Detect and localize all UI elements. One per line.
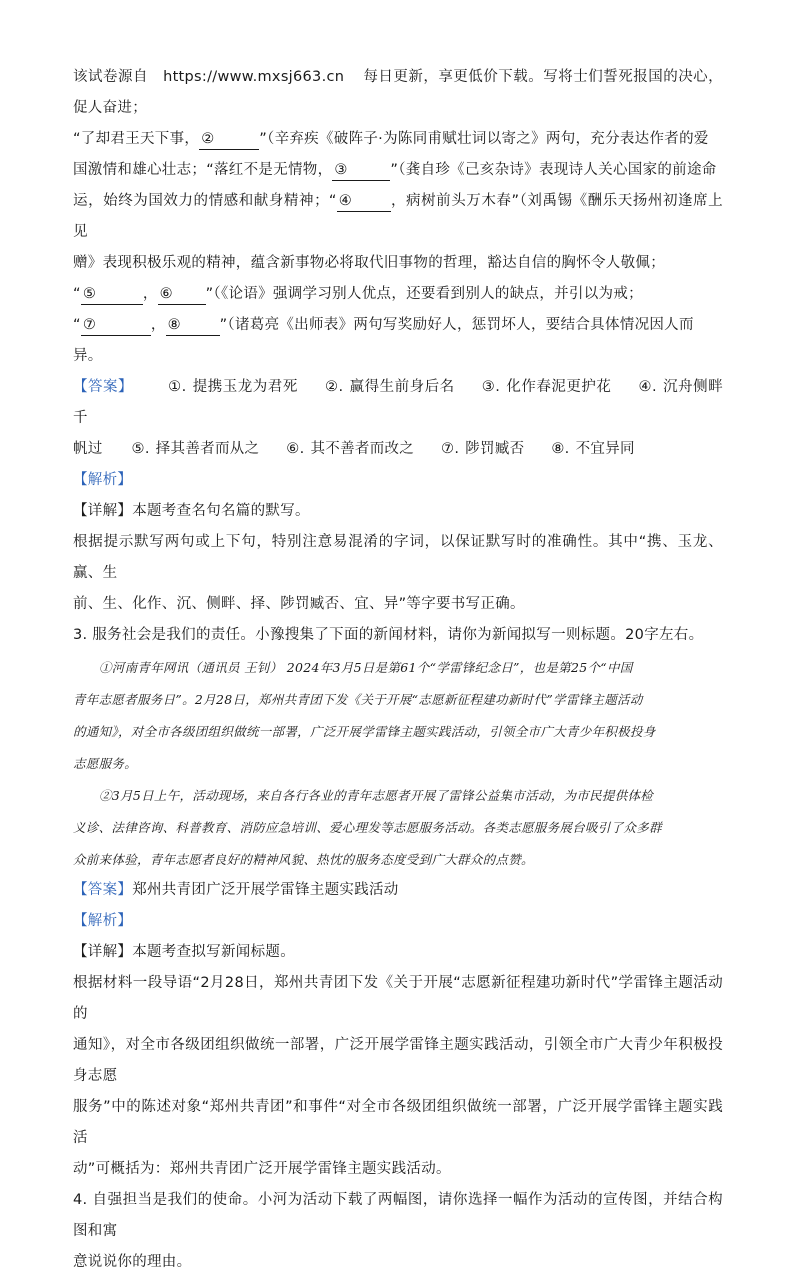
answer-tag: 【答案】 <box>73 882 133 898</box>
question-4-stem: 4. 自强担当是我们的使命。小河为活动下载了两幅图，请你选择一幅作为活动的宣传图，并结合构图和寓 <box>73 1192 723 1239</box>
question-3-stem: 3. 服务社会是我们的责任。小豫搜集了下面的新闻材料，请你为新闻拟写一则标题。20字左右。 <box>73 627 704 643</box>
answer-line <box>73 372 723 434</box>
poem-text: 运，始终为国效力的情感和献身精神；“ <box>73 193 337 209</box>
poem-text: ”（龚自珍《己亥杂诗》表现诗人关心国家的前途命 <box>390 162 717 178</box>
material-paragraph: 志愿服务。 <box>73 756 138 771</box>
poem-text: ， <box>150 317 166 333</box>
poem-text: “了却君王天下事， <box>73 131 200 147</box>
material-paragraph: ①河南青年网讯（通讯员 王钊） 2024年3月5日是第61个“学雷锋纪念日”，也是第25个“中国 <box>99 660 633 675</box>
answer-number: ④. <box>638 379 657 395</box>
poem-text: “ <box>73 286 81 302</box>
question-4-stem: 意说说你的理由。 <box>73 1254 192 1270</box>
material-paragraph: ②3月5日上午，活动现场，来自各行各业的青年志愿者开展了雷锋公益集市活动，为市民提供体检 <box>99 788 654 803</box>
blank-7: ⑦ <box>81 315 151 336</box>
poem-line <box>73 310 723 341</box>
document-body <box>73 62 723 1278</box>
answer-number: ①. <box>168 379 187 395</box>
answer-text: 帆过 <box>73 441 103 457</box>
analysis-text: 根据提示默写两句或上下句，特别注意易混淆的字词，以保证默写时的准确性。其中“携、玉龙、赢、生 <box>73 534 723 581</box>
answer-text: 郑州共青团广泛开展学雷锋主题实践活动 <box>132 882 399 898</box>
source-label: 该试卷源自 <box>73 69 148 85</box>
blank-8: ⑧ <box>166 315 220 336</box>
poem-text: ”（辛弃疾《破阵子·为陈同甫赋壮词以寄之》两句，充分表达作者的爱 <box>259 131 709 147</box>
detail-heading: 【详解】本题考查拟写新闻标题。 <box>73 944 295 960</box>
material-paragraph: 义诊、法律咨询、科普教育、消防应急培训、爱心理发等志愿服务活动。各类志愿服务展台吸引了众多群 <box>73 820 662 835</box>
header-line <box>73 62 723 124</box>
blank-3: ③ <box>332 160 390 181</box>
answer-line <box>73 875 723 906</box>
material-paragraph: 的通知》，对全市各级团组织做统一部署，广泛开展学雷锋主题实践活动，引领全市广大青少年积极投身 <box>73 724 656 739</box>
poem-line <box>73 186 723 248</box>
answer-number: ②. <box>324 379 344 395</box>
answer-text: 化作春泥更护花 <box>506 379 612 395</box>
analysis-text: 根据材料一段导语“2月28日，郑州共青团下发《关于开展“志愿新征程建功新时代”学雷锋主题活动的 <box>73 975 723 1022</box>
answer-text: 其不善者而改之 <box>310 441 415 457</box>
source-url[interactable]: https://www.mxsj663.cn <box>163 69 345 85</box>
material-paragraph: 众前来体验，青年志愿者良好的精神风貌、热忱的服务态度受到广大群众的点赞。 <box>73 852 534 867</box>
answer-text: 择其善者而从之 <box>155 441 260 457</box>
answer-number: ③. <box>481 379 501 395</box>
poem-intro-text: 写将士们誓死报国的决心，促人奋进； <box>73 69 723 116</box>
poem-text: ”（诸葛亮《出师表》两句写奖励好人，惩罚坏人，要结合具体情况因人而 <box>219 317 694 333</box>
poem-text: “ <box>73 317 81 333</box>
analysis-text: 通知》，对全市各级团组织做统一部署，广泛开展学雷锋主题实践活动，引领全市广大青少年积极投身志愿 <box>73 1037 723 1084</box>
answer-number: ⑥. <box>286 441 305 457</box>
answer-tag: 【答案】 <box>73 379 134 395</box>
answer-number: ⑧. <box>551 441 570 457</box>
promo-text: 每日更新，享更低价下载。 <box>363 69 544 85</box>
poem-text: 国激情和雄心壮志；“落红不是无情物， <box>73 162 333 178</box>
answer-text: 陟罚臧否 <box>465 441 525 457</box>
answer-number: ⑦. <box>441 441 460 457</box>
answer-line <box>73 434 723 465</box>
poem-line: 赠》表现积极乐观的精神，蕴含新事物必将取代旧事物的哲理，豁达自信的胸怀令人敬佩； <box>73 255 665 271</box>
analysis-text: 服务”中的陈述对象“郑州共青团”和事件“对全市各级团组织做统一部署，广泛开展学雷锋主题实践活 <box>73 1099 723 1146</box>
poem-line: 异。 <box>73 348 103 364</box>
answer-text: 提携玉龙为君死 <box>192 379 298 395</box>
material-paragraph: 青年志愿者服务日”。2月28日，郑州共青团下发《关于开展“志愿新征程建功新时代”学雷锋主题活动 <box>73 692 643 707</box>
analysis-text: 动”可概括为：郑州共青团广泛开展学雷锋主题实践活动。 <box>73 1161 451 1177</box>
blank-2: ② <box>199 129 259 150</box>
poem-line <box>73 124 723 155</box>
blank-5: ⑤ <box>81 284 143 305</box>
analysis-tag: 【解析】 <box>73 913 133 929</box>
blank-6: ⑥ <box>158 284 206 305</box>
poem-text: ”（《论语》强调学习别人优点，还要看到别人的缺点，并引以为戒； <box>205 286 643 302</box>
poem-line <box>73 155 723 186</box>
answer-text: 不宜异同 <box>575 441 635 457</box>
answer-text: 赢得生前身后名 <box>349 379 455 395</box>
poem-line <box>73 279 723 310</box>
detail-heading: 【详解】本题考查名句名篇的默写。 <box>73 503 310 519</box>
answer-text: 沉舟侧畔千 <box>73 379 723 426</box>
blank-4: ④ <box>337 191 391 212</box>
poem-text: ， <box>142 286 158 302</box>
analysis-text: 前、生、化作、沉、侧畔、择、陟罚臧否、宜、异”等字要书写正确。 <box>73 596 525 612</box>
analysis-tag: 【解析】 <box>73 472 133 488</box>
answer-number: ⑤. <box>131 441 150 457</box>
poem-text: ，病树前头万木春”（刘禹锡《酬乐天扬州初逢席上见 <box>73 193 723 240</box>
